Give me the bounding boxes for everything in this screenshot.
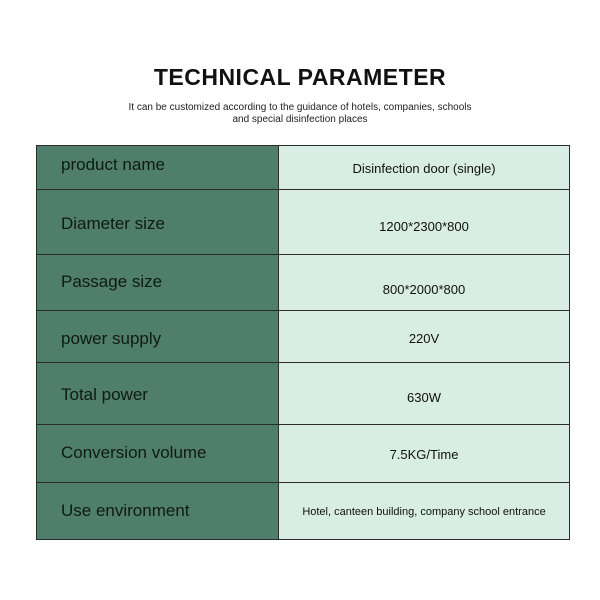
- row-label: product name: [61, 155, 165, 174]
- table-row: [37, 483, 569, 539]
- page-subtitle: [0, 102, 600, 126]
- table-row: [37, 311, 569, 362]
- row-label: Passage size: [61, 272, 163, 291]
- row-value: 220V: [408, 331, 440, 346]
- row-label: Total power: [61, 385, 148, 404]
- row-value: 7.5KG/Time: [389, 447, 459, 462]
- table-row: [37, 425, 569, 482]
- row-value: 1200*2300*800: [379, 219, 469, 234]
- page-title: TECHNICAL PARAMETER: [153, 64, 447, 90]
- row-value: Disinfection door (single): [352, 161, 496, 176]
- subtitle-line-1: It can be customized according to the guidance of hotels, companies, schools: [128, 102, 472, 113]
- row-label: power supply: [61, 329, 162, 348]
- row-value: 630W: [407, 390, 441, 405]
- row-label: Conversion volume: [61, 443, 207, 462]
- row-label: Use environment: [61, 501, 190, 520]
- subtitle-line-2: and special disinfection places: [232, 114, 368, 125]
- table-row: [37, 190, 569, 254]
- row-label: Diameter size: [61, 214, 165, 233]
- row-value: 800*2000*800: [382, 282, 466, 297]
- table-row: [37, 363, 569, 424]
- row-value: Hotel, canteen building, company school entrance: [302, 506, 546, 518]
- table-row: [37, 146, 569, 189]
- parameter-table: [36, 145, 570, 540]
- table-row: [37, 255, 569, 310]
